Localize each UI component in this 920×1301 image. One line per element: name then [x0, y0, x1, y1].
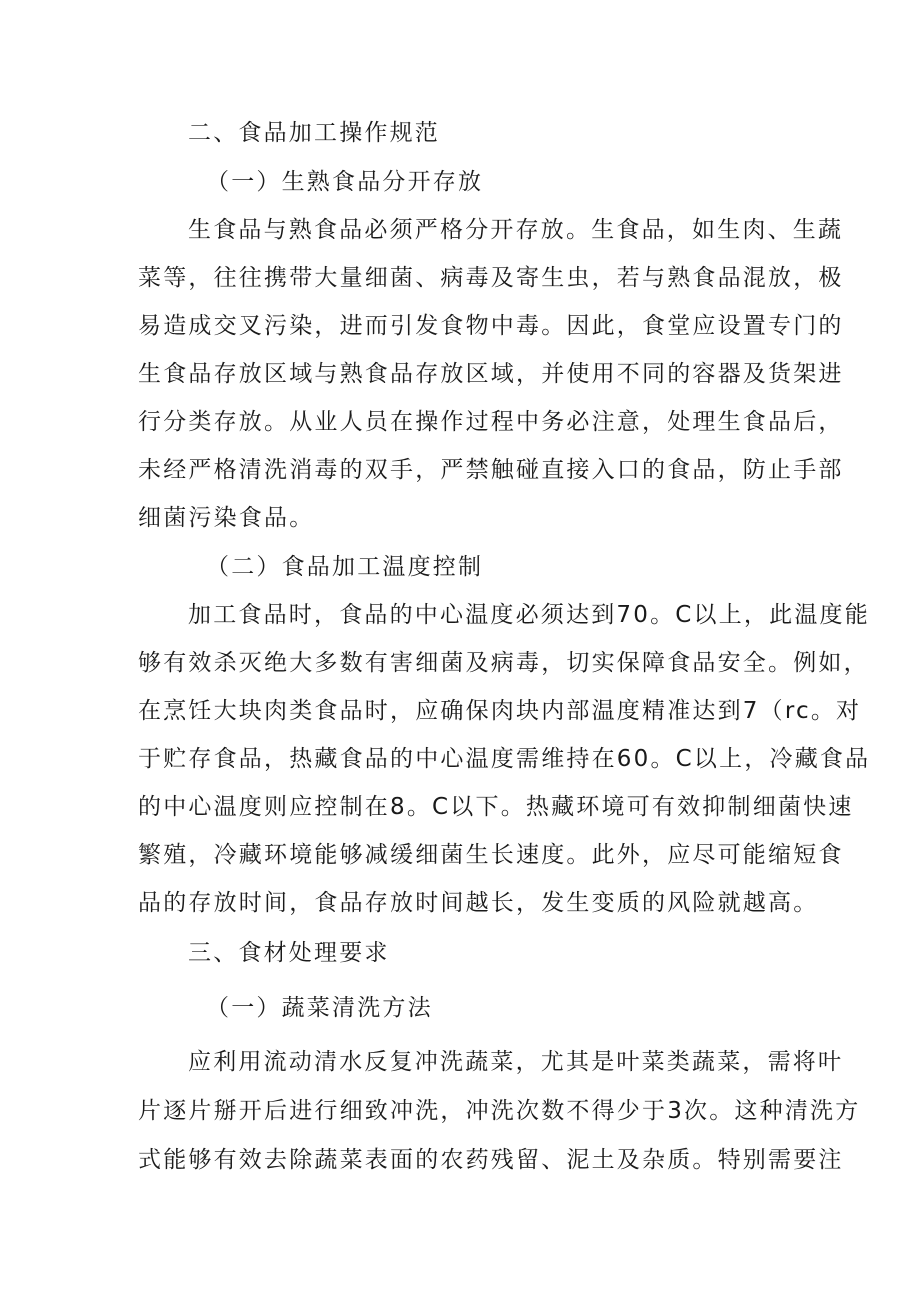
paragraph-line: 加工食品时，食品的中心温度必须达到70。C以上，此温度能 [188, 602, 870, 628]
paragraph-line: 生食品与熟食品必须严格分开存放。生食品，如生肉、生蔬 [188, 217, 844, 243]
paragraph-line: 菜等，往往携带大量细菌、病毒及寄生虫，若与熟食品混放，极 [138, 265, 844, 291]
paragraph-line: 的中心温度则应控制在8。C以下。热藏环境可有效抑制细菌快速 [138, 794, 854, 820]
paragraph-line: 易造成交叉污染，进而引发食物中毒。因此，食堂应设置专门的 [138, 313, 844, 339]
subsection-heading: （一）生熟食品分开存放 [206, 169, 484, 195]
subsection-heading: （一）蔬菜清洗方法 [206, 995, 433, 1021]
paragraph-line: 生食品存放区域与熟食品存放区域，并使用不同的容器及货架进 [138, 361, 844, 387]
paragraph-line: 应利用流动清水反复冲洗蔬菜，尤其是叶菜类蔬菜，需将叶 [188, 1049, 844, 1075]
paragraph-line: 行分类存放。从业人员在操作过程中务必注意，处理生食品后， [138, 409, 844, 435]
paragraph-line: 细菌污染食品。 [138, 505, 315, 531]
paragraph-line: 于贮存食品，热藏食品的中心温度需维持在60。C以上，冷藏食品 [138, 746, 871, 772]
section-heading: 二、食品加工操作规范 [188, 120, 440, 146]
paragraph-line: 品的存放时间，食品存放时间越长，发生变质的风险就越高。 [138, 890, 819, 916]
paragraph-line: 片逐片掰开后进行细致冲洗，冲洗次数不得少于3次。这种清洗方 [138, 1098, 861, 1124]
subsection-heading: （二）食品加工温度控制 [206, 554, 484, 580]
paragraph-line: 繁殖，冷藏环境能够减缓细菌生长速度。此外，应尽可能缩短食 [138, 842, 844, 868]
paragraph-line: 够有效杀灭绝大多数有害细菌及病毒，切实保障食品安全。例如， [138, 650, 869, 676]
paragraph-line: 未经严格清洗消毒的双手，严禁触碰直接入口的食品，防止手部 [138, 457, 844, 483]
section-heading: 三、食材处理要求 [188, 940, 390, 966]
paragraph-line: 在烹饪大块肉类食品时，应确保肉块内部温度精准达到7（rc。对 [138, 698, 862, 724]
paragraph-line: 式能够有效去除蔬菜表面的农药残留、泥土及杂质。特别需要注 [138, 1147, 844, 1173]
